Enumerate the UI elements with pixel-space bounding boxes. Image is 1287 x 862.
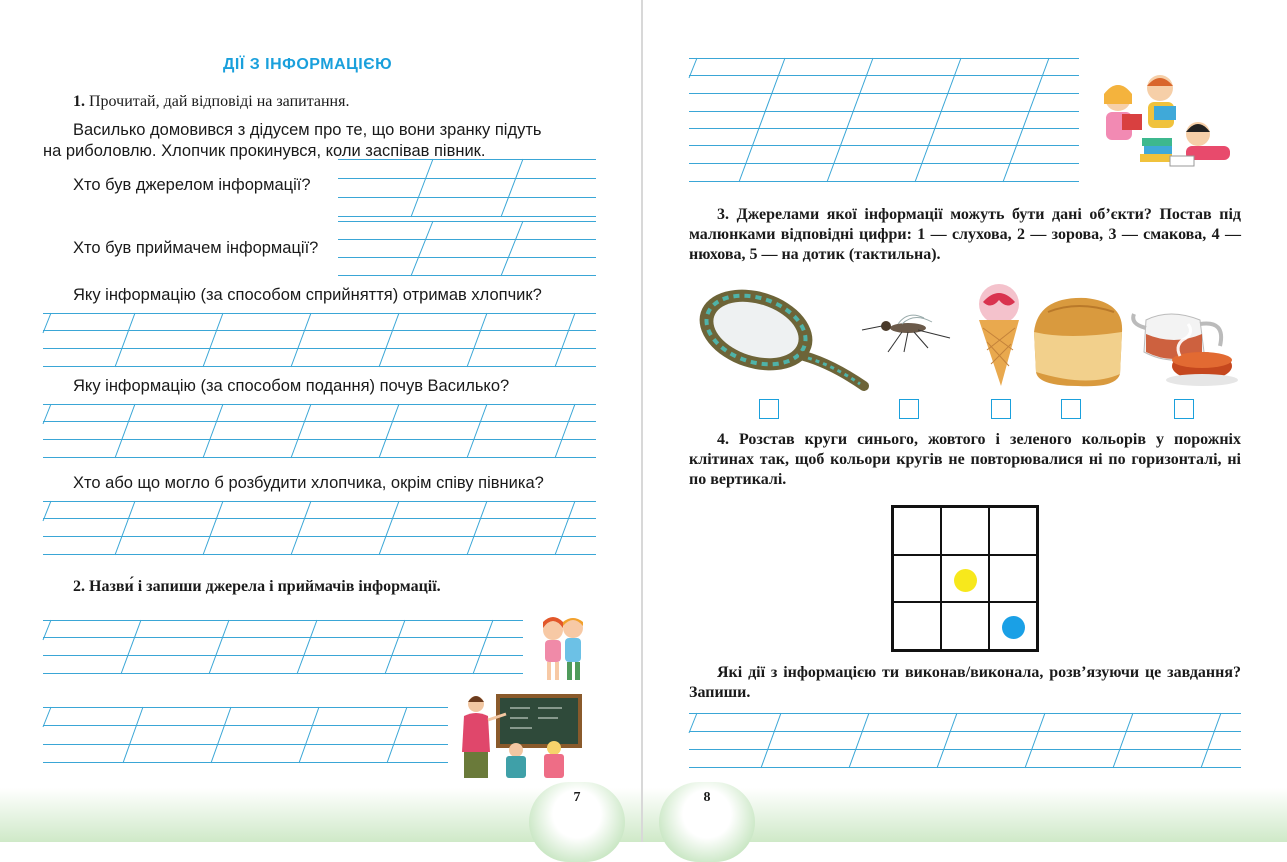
reading-kids-illustration <box>1094 72 1236 174</box>
grid-cell[interactable] <box>941 507 989 555</box>
task4-question-text: Які дії з інформацією ти виконав/виконала, розв’язуючи це завдання? Запиши. <box>689 664 1241 701</box>
grid-cell[interactable] <box>989 602 1037 650</box>
mosquito-image <box>858 308 954 354</box>
page-number-right: 8 <box>659 782 755 862</box>
answer-box-mirror[interactable] <box>759 399 779 419</box>
answer-lines-task2-b[interactable] <box>43 707 448 764</box>
answer-lines-q3[interactable] <box>43 313 596 368</box>
answer-lines-task2-a[interactable] <box>43 620 523 675</box>
question-5: Хто або що могло б розбудити хлопчика, окрім співу півника? <box>73 474 544 492</box>
blue-circle <box>1002 616 1025 639</box>
answer-box-bread[interactable] <box>1061 399 1081 419</box>
ice-cream-image <box>973 280 1025 388</box>
grid-cell[interactable] <box>941 555 989 603</box>
grid-cell[interactable] <box>893 507 941 555</box>
grid-cell[interactable] <box>893 555 941 603</box>
task1-header <box>73 93 349 111</box>
yellow-circle <box>954 569 977 592</box>
answer-box-mosquito[interactable] <box>899 399 919 419</box>
footer-band <box>0 788 1287 842</box>
color-grid <box>891 505 1039 652</box>
answer-lines-q2[interactable] <box>338 221 596 277</box>
mirror-image <box>694 288 870 392</box>
bread-image <box>1028 292 1128 390</box>
grid-cell[interactable] <box>893 602 941 650</box>
task3-body: Джерелами якої інформації можуть бути дані об’єкти? Постав під малюнками відповідні цифри: 1 — слухова, 2 — зорова, 3 — смакова, 4 — нюхова, 5 — на дотик (тактильна). <box>689 206 1242 263</box>
task2-instruction: Назви́ і запиши джерела і приймачів інформації. <box>89 578 441 595</box>
answer-lines-q4[interactable] <box>43 404 596 459</box>
task3-text <box>689 205 1241 265</box>
tea-image <box>1130 294 1240 390</box>
task4-number: 4. <box>717 431 729 448</box>
kids-illustration <box>533 612 593 688</box>
question-4: Яку інформацію (за способом подання) почув Василько? <box>73 377 510 395</box>
answer-box-ice-cream[interactable] <box>991 399 1011 419</box>
task1-instruction: Прочитай, дай відповіді на запитання. <box>89 93 350 110</box>
story-line-1: Василько домовився з дідусем про те, що вони зранку підуть <box>73 121 542 139</box>
question-1: Хто був джерелом інформації? <box>73 176 311 194</box>
answer-lines-task4[interactable] <box>689 713 1241 769</box>
task1-number: 1. <box>73 93 85 110</box>
book-spine <box>641 0 643 842</box>
task2-number: 2. <box>73 578 85 595</box>
page-title: ДІЇ З ІНФОРМАЦІЄЮ <box>223 56 393 73</box>
question-2: Хто був приймачем інформації? <box>73 239 319 257</box>
grid-cell[interactable] <box>989 507 1037 555</box>
task4-text <box>689 430 1241 490</box>
page-number-left: 7 <box>529 782 625 862</box>
task2-header <box>73 578 441 596</box>
answer-lines-q5[interactable] <box>43 501 596 556</box>
grid-cell[interactable] <box>941 602 989 650</box>
answer-box-tea[interactable] <box>1174 399 1194 419</box>
question-3: Яку інформацію (за способом сприйняття) отримав хлопчик? <box>73 286 542 304</box>
story-line-2: на риболовлю. Хлопчик прокинувся, коли заспівав півник. <box>43 142 486 160</box>
task4-question <box>689 663 1241 703</box>
answer-lines-q1[interactable] <box>338 159 596 219</box>
task4-body: Розстав круги синього, жовтого і зеленого кольорів у порожніх клітинах так, щоб кольори кругів не повторювалися ні по горизонталі, ні по вертикалі. <box>689 431 1242 488</box>
task3-number: 3. <box>717 206 729 223</box>
grid-cell[interactable] <box>989 555 1037 603</box>
answer-lines-top-right[interactable] <box>689 58 1079 184</box>
teacher-illustration <box>458 692 586 780</box>
